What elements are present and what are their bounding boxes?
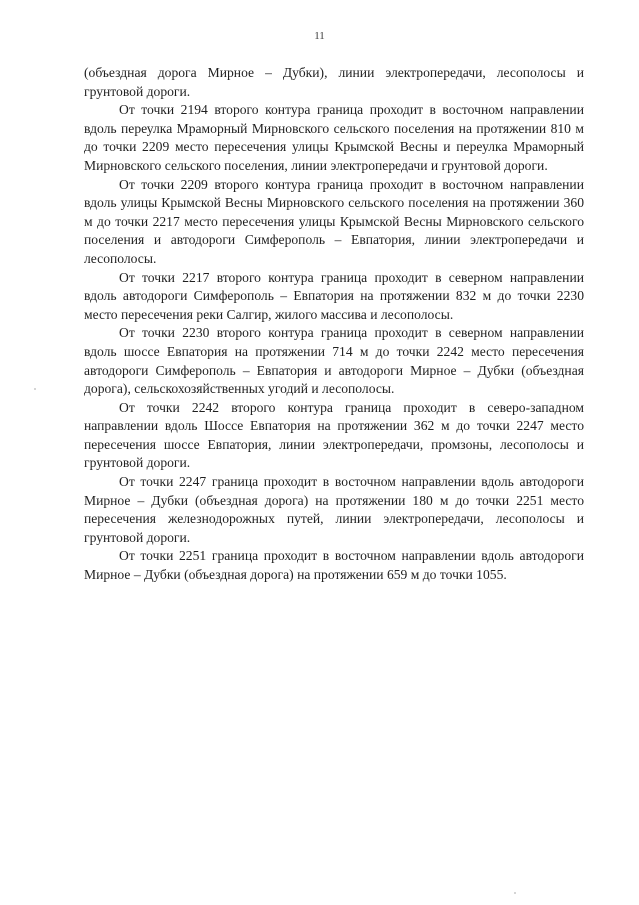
scan-speck [514, 892, 516, 894]
body-text [84, 64, 584, 585]
scan-speck [34, 388, 36, 390]
paragraph-continuation: (объездная дорога Мирное – Дубки), линии электропередачи, лесополосы и грунтовой дороги. [84, 65, 584, 99]
page-number: 11 [314, 30, 325, 42]
paragraph-point-2247: От точки 2247 граница проходит в восточном направлении вдоль автодороги Мирное – Дубки (объездная дорога) на протяжении 180 м до точки 2251 место пересечения железнодорожных путей, линии электропередачи, лесополосы и грунтовой дороги. [84, 474, 584, 545]
paragraph-point-2242: От точки 2242 второго контура граница проходит в северо-западном направлении вдоль Шоссе Евпатория на протяжении 362 м до точки 2247 место пересечения шоссе Евпатория, линии электропередачи, промзоны, лесополосы и грунтовой дороги. [84, 399, 584, 471]
paragraph-point-2194: От точки 2194 второго контура граница проходит в восточном направлении вдоль переулка Мраморный Мирновского сельского поселения на протяжении 810 м до точки 2209 место пересечения улицы Крымской Весны и переулка Мраморный Мирновского сельского поселения, линии электропередачи и грунтовой дороги. [84, 102, 584, 173]
paragraph-point-2217: От точки 2217 второго контура граница проходит в северном направлении вдоль автодороги Симферополь – Евпатория на протяжении 832 м до точки 2230 место пересечения реки Салгир, жилого массива и лесополосы. [84, 269, 584, 322]
paragraph-point-2230: От точки 2230 второго контура граница проходит в северном направлении вдоль шоссе Евпатория на протяжении 714 м до точки 2242 место пересечения автодороги Симферополь – Евпатория и автодороги Мирное – Дубки (объездная дорога), сельскохозяйственных угодий и лесополосы. [84, 325, 584, 397]
paragraph-point-2209: От точки 2209 второго контура граница проходит в восточном направлении вдоль улицы Крымской Весны Мирновского сельского поселения на протяжении 360 м до точки 2217 место пересечения улицы Крымской Весны Мирновского сельского поселения и автодороги Симферополь – Евпатория, линии электропередачи и лесополосы. [84, 176, 584, 266]
paragraph-point-2251: От точки 2251 граница проходит в восточном направлении вдоль автодороги Мирное – Дубки (объездная дорога) на протяжении 659 м до точки 1055. [84, 548, 584, 583]
